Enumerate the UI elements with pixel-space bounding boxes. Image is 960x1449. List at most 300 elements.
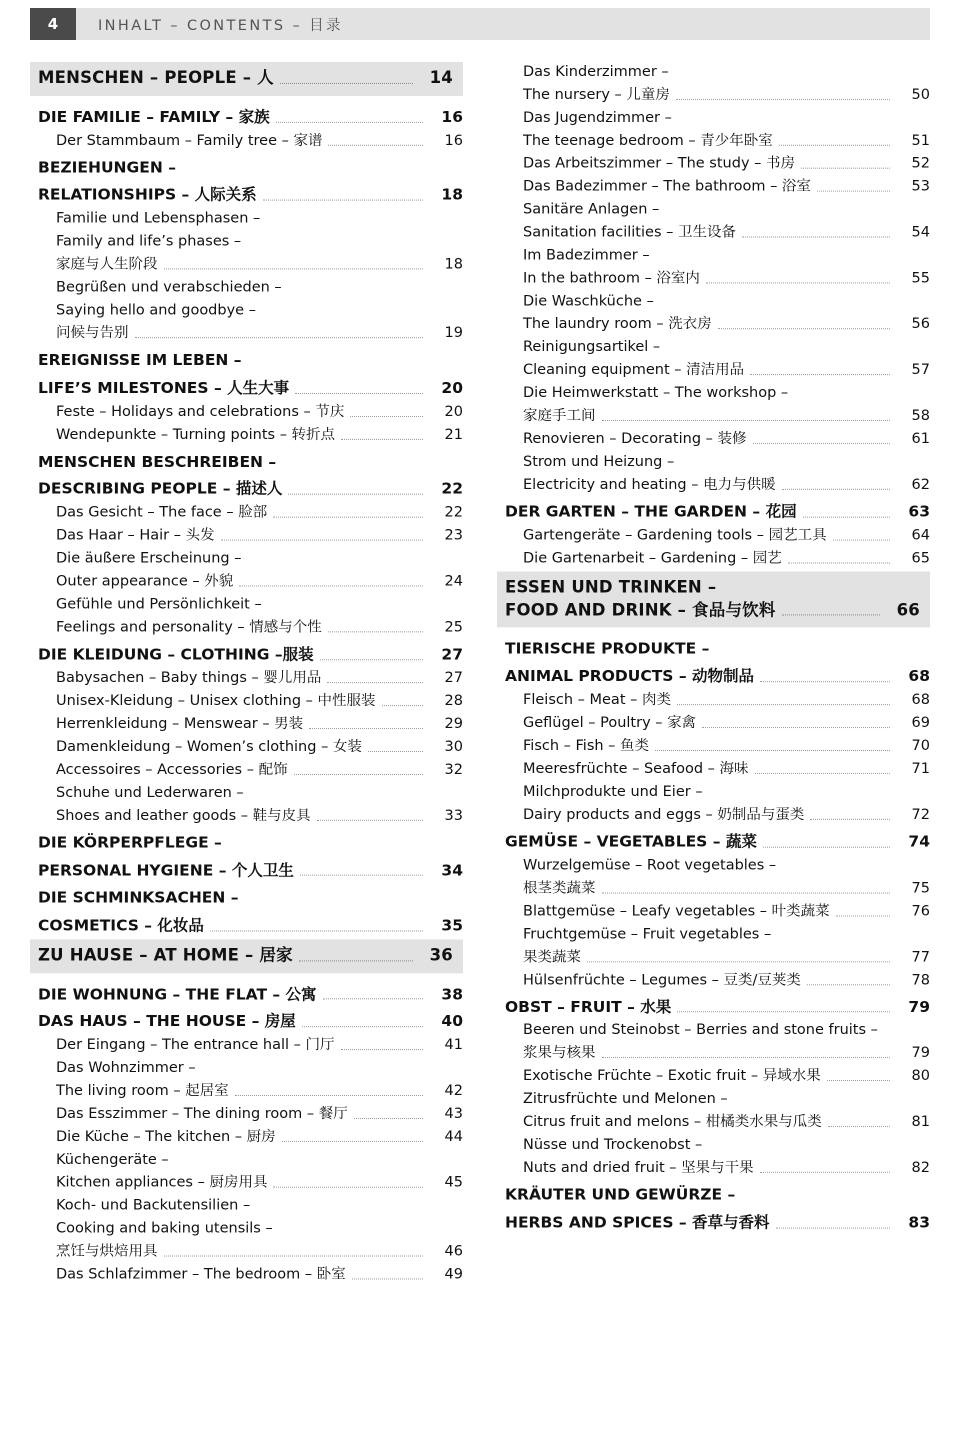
- toc-leader-dots: [807, 984, 890, 985]
- spacer: [497, 1178, 930, 1181]
- toc-entry-page: 43: [444, 1106, 463, 1123]
- toc-entry-label: 家庭与人生阶段: [56, 256, 158, 273]
- toc-entry[interactable]: [523, 548, 930, 568]
- toc-entry-page: 51: [911, 132, 930, 149]
- toc-entry-page: 69: [911, 714, 930, 731]
- toc-entry-continuation: Strom und Heizung –: [523, 453, 675, 470]
- toc-entry-page: 29: [444, 715, 463, 732]
- toc-entry-label: Renovieren – Decorating – 装修: [523, 430, 747, 447]
- toc-entry-continuation: Küchengeräte –: [56, 1152, 169, 1169]
- toc-entry-page: 16: [441, 107, 463, 126]
- toc-leader-dots: [803, 516, 890, 517]
- toc-entry[interactable]: [56, 1081, 463, 1101]
- toc-entry-page: 46: [444, 1243, 463, 1260]
- toc-entry-label: Feelings and personality – 情感与个性: [56, 619, 322, 636]
- toc-entry[interactable]: [523, 713, 930, 733]
- toc-entry-page: 79: [908, 997, 930, 1016]
- toc-entry-continuation: Beeren und Steinobst – Berries and stone fruits –: [523, 1022, 878, 1039]
- toc-entry[interactable]: [505, 1213, 930, 1234]
- toc-entry-label: Das Arbeitszimmer – The study – 书房: [523, 155, 795, 172]
- spacer: [497, 1206, 930, 1209]
- toc-entry[interactable]: [56, 255, 463, 275]
- toc-entry-page: 77: [911, 949, 930, 965]
- toc-entry[interactable]: [56, 618, 463, 638]
- toc-entry[interactable]: [523, 1044, 930, 1064]
- toc-leader-dots: [755, 773, 891, 774]
- toc-entry[interactable]: [523, 690, 930, 710]
- toc-leader-dots: [655, 750, 890, 751]
- toc-entry-label: Cleaning equipment – 清洁用品: [523, 362, 745, 379]
- toc-entry-label: Dairy products and eggs – 奶制品与蛋类: [523, 806, 805, 823]
- toc-entry[interactable]: [523, 154, 930, 174]
- toc-leader-dots: [302, 1026, 423, 1027]
- toc-entry[interactable]: [523, 970, 930, 990]
- toc-leader-dots: [753, 443, 890, 444]
- toc-leader-dots: [368, 751, 423, 752]
- toc-entry-page: 22: [444, 504, 463, 521]
- toc-entry-label: Der Stammbaum – Family tree – 家谱: [56, 132, 323, 149]
- toc-entry[interactable]: [523, 805, 930, 825]
- toc-entry[interactable]: [56, 526, 463, 546]
- toc-leader-dots: [602, 892, 891, 893]
- toc-entry-label: Geflügel – Poultry – 家禽: [523, 714, 697, 731]
- toc-leader-dots: [760, 1172, 890, 1173]
- toc-entry-page: 71: [911, 760, 930, 777]
- toc-entry-page: 62: [911, 476, 930, 493]
- toc-entry[interactable]: [56, 1242, 463, 1262]
- toc-entry[interactable]: [56, 1265, 463, 1285]
- toc-entry-continuation: Sanitäre Anlagen –: [523, 201, 660, 218]
- toc-leader-dots: [782, 615, 880, 616]
- toc-entry[interactable]: [523, 314, 930, 334]
- toc-entry[interactable]: [38, 1012, 463, 1033]
- toc-entry-label: The laundry room – 洗衣房: [523, 316, 712, 333]
- toc-leader-dots: [676, 99, 890, 100]
- toc-entry-continuation: ESSEN UND TRINKEN –: [505, 577, 717, 597]
- toc-entry-continuation: DIE SCHMINKSACHEN –: [38, 889, 239, 907]
- toc-leader-dots: [164, 268, 424, 269]
- toc-entry[interactable]: [523, 85, 930, 105]
- toc-entry-page: 42: [444, 1083, 463, 1100]
- toc-entry-continuation: KRÄUTER UND GEWÜRZE –: [505, 1186, 736, 1205]
- toc-entry-label: The living room – 起居室: [56, 1083, 229, 1100]
- toc-leader-dots: [677, 1012, 890, 1013]
- toc-entry-label: Der Eingang – The entrance hall – 门厅: [56, 1037, 335, 1054]
- toc-entry[interactable]: [505, 599, 920, 622]
- toc-entry-page: 68: [911, 691, 930, 708]
- toc-entry-continuation: TIERISCHE PRODUKTE –: [505, 639, 710, 658]
- toc-entry-page: 20: [441, 378, 463, 397]
- toc-section-band[interactable]: [30, 62, 463, 96]
- toc-entry-page: 65: [911, 550, 930, 567]
- toc-entry[interactable]: [38, 185, 463, 206]
- toc-entry-label: Blattgemüse – Leafy vegetables – 叶类蔬菜: [523, 903, 830, 920]
- toc-entry-label: Citrus fruit and melons – 柑橘类水果与瓜类: [523, 1114, 822, 1131]
- toc-entry-continuation: Milchprodukte und Eier –: [523, 783, 703, 800]
- spacer: [30, 472, 463, 475]
- toc-entry-continuation: Reinigungsartikel –: [523, 339, 661, 356]
- toc-entry-page: 21: [444, 426, 463, 443]
- spacer: [30, 1285, 463, 1288]
- toc-leader-dots: [828, 1126, 890, 1127]
- toc-entry-label: RELATIONSHIPS – 人际关系: [38, 185, 257, 204]
- toc-entry[interactable]: [38, 479, 463, 500]
- toc-leader-dots: [702, 727, 890, 728]
- spacer: [30, 98, 463, 103]
- toc-entry[interactable]: [56, 737, 463, 757]
- toc-entry-page: 63: [908, 502, 930, 521]
- toc-entry-continuation: Die Waschküche –: [523, 293, 654, 310]
- toc-leader-dots: [288, 494, 423, 495]
- toc-entry-page: 57: [911, 362, 930, 379]
- toc-entry[interactable]: [56, 323, 463, 343]
- toc-leader-dots: [280, 83, 413, 84]
- toc-entry-label: Damenkleidung – Women’s clothing – 女装: [56, 738, 362, 755]
- toc-entry-label: PERSONAL HYGIENE – 个人卫生: [38, 861, 294, 880]
- contents-column-left: [30, 62, 463, 1435]
- toc-entry-page: 27: [441, 645, 463, 664]
- toc-entry-page: 55: [911, 270, 930, 287]
- toc-entry-page: 76: [911, 903, 930, 920]
- spacer: [30, 637, 463, 640]
- toc-leader-dots: [602, 420, 891, 421]
- toc-entry-page: 16: [444, 132, 463, 149]
- toc-entry-page: 18: [441, 185, 463, 204]
- toc-entry[interactable]: [38, 644, 463, 665]
- toc-leader-dots: [776, 1227, 890, 1228]
- toc-entry[interactable]: [505, 997, 930, 1018]
- toc-leader-dots: [382, 705, 424, 706]
- toc-section-band[interactable]: [30, 939, 463, 973]
- toc-entry-label: Exotische Früchte – Exotic fruit – 异域水果: [523, 1068, 821, 1085]
- toc-entry[interactable]: [56, 668, 463, 688]
- spacer: [30, 1005, 463, 1008]
- toc-entry-label: COSMETICS – 化妆品: [38, 916, 204, 935]
- toc-entry-label: The teenage bedroom – 青少年卧室: [523, 132, 773, 149]
- toc-entry-page: 22: [441, 480, 463, 499]
- toc-leader-dots: [827, 1080, 890, 1081]
- toc-entry-continuation: Cooking and baking utensils –: [56, 1220, 273, 1237]
- toc-entry-continuation: Zitrusfrüchte und Melonen –: [523, 1091, 728, 1108]
- toc-entry-label: 浆果与核果: [523, 1045, 596, 1062]
- toc-leader-dots: [276, 121, 423, 122]
- toc-entry-continuation: Familie und Lebensphasen –: [56, 210, 261, 227]
- toc-entry[interactable]: [523, 759, 930, 779]
- toc-entry[interactable]: [523, 1158, 930, 1178]
- toc-entry-continuation: MENSCHEN BESCHREIBEN –: [38, 452, 277, 471]
- toc-leader-dots: [801, 168, 890, 169]
- toc-entry[interactable]: [523, 223, 930, 243]
- toc-entry-continuation: Saying hello and goodbye –: [56, 302, 256, 319]
- toc-leader-dots: [295, 393, 423, 394]
- toc-entry[interactable]: [523, 878, 930, 898]
- toc-entry[interactable]: [505, 832, 930, 853]
- toc-entry[interactable]: [38, 916, 463, 937]
- toc-leader-dots: [273, 517, 423, 518]
- toc-leader-dots: [300, 875, 423, 876]
- toc-entry-page: 41: [444, 1037, 463, 1054]
- toc-leader-dots: [327, 682, 423, 683]
- toc-entry[interactable]: [523, 268, 930, 288]
- toc-entry[interactable]: [523, 901, 930, 921]
- toc-leader-dots: [235, 1095, 423, 1096]
- toc-entry-label: Hülsenfrüchte – Legumes – 豆类/豆荚类: [523, 971, 801, 988]
- spacer: [30, 444, 463, 447]
- toc-entry-page: 23: [444, 527, 463, 544]
- toc-entry-continuation: Koch- und Backutensilien –: [56, 1197, 251, 1214]
- toc-entry[interactable]: [505, 502, 930, 523]
- toc-entry[interactable]: [523, 475, 930, 495]
- toc-leader-dots: [323, 999, 423, 1000]
- toc-entry-page: 28: [444, 693, 463, 710]
- toc-entry-continuation: Das Wohnzimmer –: [56, 1060, 196, 1077]
- toc-leader-dots: [320, 659, 423, 660]
- toc-entry-page: 40: [441, 1012, 463, 1031]
- toc-entry-page: 75: [911, 880, 930, 897]
- toc-leader-dots: [706, 282, 890, 283]
- toc-entry-page: 50: [911, 86, 930, 103]
- toc-entry[interactable]: [56, 1104, 463, 1124]
- toc-leader-dots: [779, 145, 890, 146]
- spacer: [30, 975, 463, 980]
- toc-entry-page: 49: [444, 1266, 463, 1283]
- toc-entry-label: GEMÜSE – VEGETABLES – 蔬菜: [505, 832, 757, 851]
- toc-entry-page: 27: [444, 670, 463, 687]
- toc-entry-label: Meeresfrüchte – Seafood – 海味: [523, 760, 749, 777]
- toc-entry-continuation: Nüsse und Trockenobst –: [523, 1137, 703, 1154]
- toc-entry-label: 家庭手工间: [523, 407, 596, 424]
- toc-entry-continuation: Das Jugendzimmer –: [523, 109, 672, 126]
- toc-entry[interactable]: [523, 131, 930, 151]
- toc-entry-page: 35: [441, 916, 463, 935]
- toc-entry[interactable]: [38, 378, 463, 399]
- toc-entry-label: Nuts and dried fruit – 坚果与干果: [523, 1160, 754, 1177]
- toc-leader-dots: [742, 236, 890, 237]
- toc-entry-page: 18: [444, 256, 463, 273]
- toc-leader-dots: [210, 930, 423, 931]
- toc-leader-dots: [817, 191, 890, 192]
- toc-entry-page: 44: [444, 1129, 463, 1146]
- toc-entry-page: 52: [911, 155, 930, 172]
- toc-entry-page: 32: [444, 761, 463, 778]
- toc-entry-label: DAS HAUS – THE HOUSE – 房屋: [38, 1012, 296, 1031]
- toc-leader-dots: [587, 961, 890, 962]
- toc-entry-continuation: Begrüßen und verabschieden –: [56, 279, 282, 296]
- toc-entry[interactable]: [523, 177, 930, 197]
- toc-entry[interactable]: [56, 1035, 463, 1055]
- toc-entry-page: 70: [911, 737, 930, 754]
- toc-leader-dots: [221, 540, 423, 541]
- toc-entry-continuation: Die Heimwerkstatt – The workshop –: [523, 385, 789, 402]
- spacer: [30, 826, 463, 829]
- spacer: [30, 343, 463, 346]
- spacer: [497, 659, 930, 662]
- toc-entry-page: 19: [444, 325, 463, 342]
- toc-entry-label: DIE WOHNUNG – THE FLAT – 公寓: [38, 985, 317, 1003]
- toc-entry-continuation: Das Kinderzimmer –: [523, 63, 669, 80]
- toc-leader-dots: [836, 915, 890, 916]
- spacer: [497, 630, 930, 635]
- toc-leader-dots: [309, 728, 423, 729]
- toc-entry-label: Accessoires – Accessories – 配饰: [56, 761, 288, 778]
- toc-entry[interactable]: [56, 1127, 463, 1147]
- spacer: [30, 371, 463, 374]
- toc-entry-label: 果类蔬菜: [523, 949, 581, 965]
- toc-leader-dots: [263, 200, 423, 201]
- spacer: [30, 909, 463, 912]
- toc-entry[interactable]: [56, 425, 463, 445]
- toc-leader-dots: [317, 820, 423, 821]
- toc-entry-label: Die Gartenarbeit – Gardening – 园艺: [523, 550, 782, 567]
- toc-entry-continuation: Fruchtgemüse – Fruit vegetables –: [523, 926, 772, 943]
- page-number-badge: 4: [30, 8, 76, 40]
- toc-entry-page: 83: [908, 1213, 930, 1232]
- toc-entry-label: Fisch – Fish – 鱼类: [523, 737, 650, 754]
- toc-leader-dots: [135, 337, 424, 338]
- toc-entry-label: DER GARTEN – THE GARDEN – 花园: [505, 502, 797, 521]
- toc-entry[interactable]: [56, 572, 463, 592]
- toc-entry-continuation: Family and life’s phases –: [56, 233, 242, 250]
- toc-leader-dots: [354, 1118, 423, 1119]
- toc-entry-label: In the bathroom – 浴室内: [523, 270, 700, 287]
- toc-entry-label: LIFE’S MILESTONES – 人生大事: [38, 378, 290, 397]
- toc-entry[interactable]: [56, 503, 463, 523]
- toc-leader-dots: [810, 819, 890, 820]
- toc-entry-page: 74: [908, 832, 930, 851]
- spacer: [30, 150, 463, 153]
- contents-title: INHALT – CONTENTS – 目录: [98, 17, 343, 34]
- toc-entry-label: Das Schlafzimmer – The bedroom – 卧室: [56, 1266, 346, 1283]
- toc-entry[interactable]: [38, 944, 453, 967]
- toc-entry-page: 34: [441, 861, 463, 880]
- toc-entry-continuation: Wurzelgemüse – Root vegetables –: [523, 857, 777, 874]
- toc-entry-page: 80: [911, 1068, 930, 1085]
- toc-entry-page: 33: [444, 807, 463, 824]
- toc-entry-label: Das Gesicht – The face – 脸部: [56, 504, 268, 521]
- toc-section-band[interactable]: [497, 571, 930, 627]
- toc-entry-label: Das Haar – Hair – 头发: [56, 527, 215, 544]
- toc-entry[interactable]: [523, 1112, 930, 1132]
- toc-leader-dots: [788, 562, 890, 563]
- toc-entry[interactable]: [523, 947, 930, 967]
- toc-leader-dots: [352, 1279, 423, 1280]
- toc-entry[interactable]: [38, 984, 463, 1005]
- toc-entry[interactable]: [523, 429, 930, 449]
- toc-leader-dots: [299, 960, 413, 961]
- toc-entry-page: 36: [429, 945, 453, 965]
- toc-entry-label: DIE KLEIDUNG – CLOTHING –服装: [38, 645, 314, 664]
- toc-entry[interactable]: [523, 1066, 930, 1086]
- toc-entry-continuation: BEZIEHUNGEN –: [38, 158, 176, 177]
- toc-entry-label: Herrenkleidung – Menswear – 男装: [56, 715, 304, 732]
- toc-entry-page: 20: [444, 403, 463, 420]
- toc-entry-page: 38: [441, 985, 463, 1003]
- toc-entry-label: Gartengeräte – Gardening tools – 园艺工具: [523, 527, 827, 544]
- toc-entry[interactable]: [38, 67, 453, 90]
- toc-entry-page: 58: [911, 407, 930, 424]
- spacer: [497, 825, 930, 828]
- toc-entry[interactable]: [56, 691, 463, 711]
- toc-entry-page: 72: [911, 806, 930, 823]
- toc-leader-dots: [341, 438, 423, 439]
- spacer: [30, 853, 463, 856]
- toc-entry-page: 30: [444, 738, 463, 755]
- toc-entry[interactable]: [523, 736, 930, 756]
- toc-entry-label: Das Esszimmer – The dining room – 餐厅: [56, 1106, 348, 1123]
- toc-entry[interactable]: [56, 714, 463, 734]
- toc-entry[interactable]: [56, 1173, 463, 1193]
- toc-entry[interactable]: [505, 666, 930, 687]
- spacer: [30, 178, 463, 181]
- toc-entry[interactable]: [56, 806, 463, 826]
- toc-entry[interactable]: [523, 360, 930, 380]
- spacer: [30, 881, 463, 884]
- toc-entry-continuation: DIE KÖRPERPFLEGE –: [38, 833, 222, 852]
- toc-leader-dots: [273, 1187, 423, 1188]
- toc-entry-label: Das Badezimmer – The bathroom – 浴室: [523, 178, 811, 195]
- toc-entry-page: 54: [911, 224, 930, 241]
- toc-entry-label: Fleisch – Meat – 肉类: [523, 691, 671, 708]
- toc-entry-label: Sanitation facilities – 卫生设备: [523, 224, 736, 241]
- toc-entry-label: Shoes and leather goods – 鞋与皮具: [56, 807, 311, 824]
- toc-entry-label: ZU HAUSE – AT HOME – 居家: [38, 945, 293, 965]
- toc-leader-dots: [341, 1049, 423, 1050]
- toc-leader-dots: [760, 681, 890, 682]
- toc-entry-label: Wendepunkte – Turning points – 转折点: [56, 426, 336, 443]
- toc-entry-label: HERBS AND SPICES – 香草与香料: [505, 1213, 770, 1232]
- toc-entry[interactable]: [38, 860, 463, 881]
- toc-entry-page: 79: [911, 1045, 930, 1062]
- toc-entry-label: Outer appearance – 外貌: [56, 573, 234, 590]
- toc-entry-label: Babysachen – Baby things – 婴儿用品: [56, 670, 322, 687]
- toc-leader-dots: [328, 144, 423, 145]
- toc-entry-label: OBST – FRUIT – 水果: [505, 997, 672, 1016]
- toc-entry-page: 78: [911, 971, 930, 988]
- toc-entry[interactable]: [523, 406, 930, 426]
- toc-entry[interactable]: [38, 107, 463, 128]
- toc-entry-page: 53: [911, 178, 930, 195]
- toc-entry-label: The nursery – 儿童房: [523, 86, 670, 103]
- toc-entry[interactable]: [523, 525, 930, 545]
- toc-leader-dots: [282, 1141, 423, 1142]
- toc-entry-label: Kitchen appliances – 厨房用具: [56, 1175, 268, 1191]
- toc-entry-page: 14: [429, 67, 453, 87]
- toc-entry[interactable]: [56, 760, 463, 780]
- toc-leader-dots: [750, 374, 890, 375]
- toc-leader-dots: [350, 416, 423, 417]
- spacer: [497, 495, 930, 498]
- toc-leader-dots: [782, 489, 890, 490]
- toc-entry-page: 61: [911, 430, 930, 447]
- toc-entry-label: FOOD AND DRINK – 食品与饮料: [505, 599, 776, 619]
- toc-entry-label: 问候与告别: [56, 325, 129, 342]
- page-header: [30, 8, 930, 40]
- toc-leader-dots: [602, 1057, 891, 1058]
- toc-entry[interactable]: [56, 130, 463, 150]
- spacer: [497, 1233, 930, 1236]
- toc-entry-continuation: Die äußere Erscheinung –: [56, 550, 242, 567]
- toc-leader-dots: [833, 539, 890, 540]
- toc-entry-continuation: Schuhe und Lederwaren –: [56, 784, 244, 801]
- toc-leader-dots: [239, 586, 423, 587]
- toc-entry[interactable]: [56, 402, 463, 422]
- spacer: [497, 990, 930, 993]
- toc-entry-continuation: EREIGNISSE IM LEBEN –: [38, 351, 242, 370]
- toc-entry-continuation: Gefühle und Persönlichkeit –: [56, 596, 262, 613]
- toc-entry-page: 64: [911, 527, 930, 544]
- toc-entry-page: 68: [908, 667, 930, 686]
- toc-entry-label: ANIMAL PRODUCTS – 动物制品: [505, 667, 755, 686]
